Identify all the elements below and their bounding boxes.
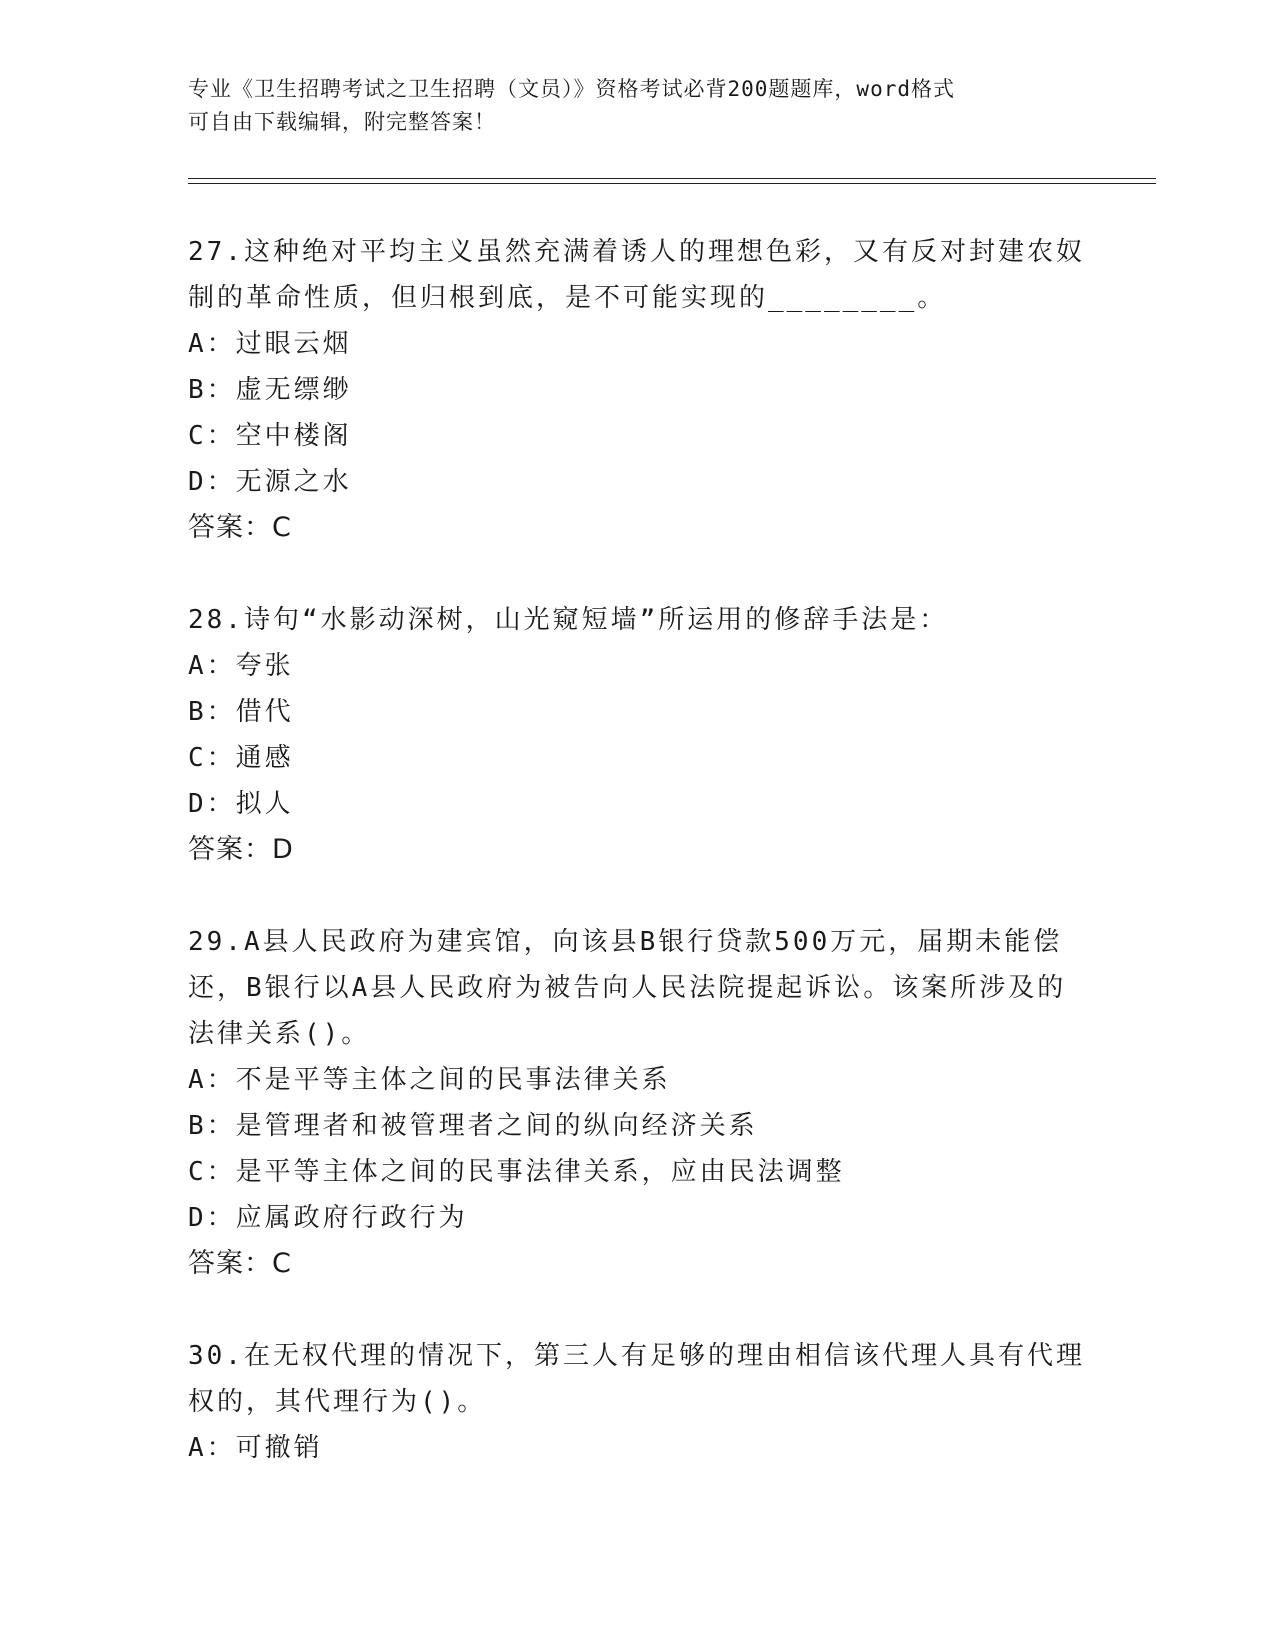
option-c: C：空中楼阁 <box>188 421 352 451</box>
question-27 <box>188 229 1088 551</box>
answer-line: 答案：C <box>188 1248 292 1279</box>
question-stem-line: 28.诗句“水影动深树，山光窥短墙”所运用的修辞手法是： <box>188 605 949 635</box>
option-b: B：虚无缥缈 <box>188 375 352 405</box>
question-stem-line: 权的，其代理行为()。 <box>188 1387 487 1417</box>
document-header <box>188 73 1088 139</box>
option-d: D：拟人 <box>188 789 294 819</box>
question-stem-line: 制的革命性质，但归根到底，是不可能实现的________。 <box>188 283 947 313</box>
question-stem-line: 30.在无权代理的情况下，第三人有足够的理由相信该代理人具有代理 <box>188 1341 1085 1371</box>
option-d: D：无源之水 <box>188 467 352 497</box>
option-b: B：是管理者和被管理者之间的纵向经济关系 <box>188 1111 758 1141</box>
question-stem-line: 还，B银行以A县人民政府为被告向人民法院提起诉讼。该案所涉及的 <box>188 973 1067 1003</box>
question-stem-line: 29.A县人民政府为建宾馆，向该县B银行贷款500万元，届期未能偿 <box>188 927 1063 957</box>
question-stem-line: 法律关系()。 <box>188 1019 371 1049</box>
header-line-1: 专业《卫生招聘考试之卫生招聘（文员）》资格考试必背200题题库，word格式 <box>188 77 955 101</box>
option-a: A：不是平等主体之间的民事法律关系 <box>188 1065 671 1095</box>
question-30 <box>188 1333 1088 1471</box>
header-line-2: 可自由下载编辑，附完整答案！ <box>188 110 496 134</box>
option-b: B：借代 <box>188 697 294 727</box>
option-c: C：通感 <box>188 743 294 773</box>
answer-line: 答案：D <box>188 834 294 865</box>
option-c: C：是平等主体之间的民事法律关系，应由民法调整 <box>188 1157 845 1187</box>
header-divider-top <box>188 178 1156 179</box>
option-d: D：应属政府行政行为 <box>188 1203 468 1233</box>
question-stem-line: 27.这种绝对平均主义虽然充满着诱人的理想色彩，又有反对封建农奴 <box>188 237 1085 267</box>
question-29 <box>188 919 1088 1287</box>
question-28 <box>188 597 1088 873</box>
header-divider-bottom <box>188 183 1156 184</box>
option-a: A：夸张 <box>188 651 294 681</box>
option-a: A：过眼云烟 <box>188 329 352 359</box>
option-a: A：可撤销 <box>188 1433 323 1463</box>
answer-line: 答案：C <box>188 512 292 543</box>
